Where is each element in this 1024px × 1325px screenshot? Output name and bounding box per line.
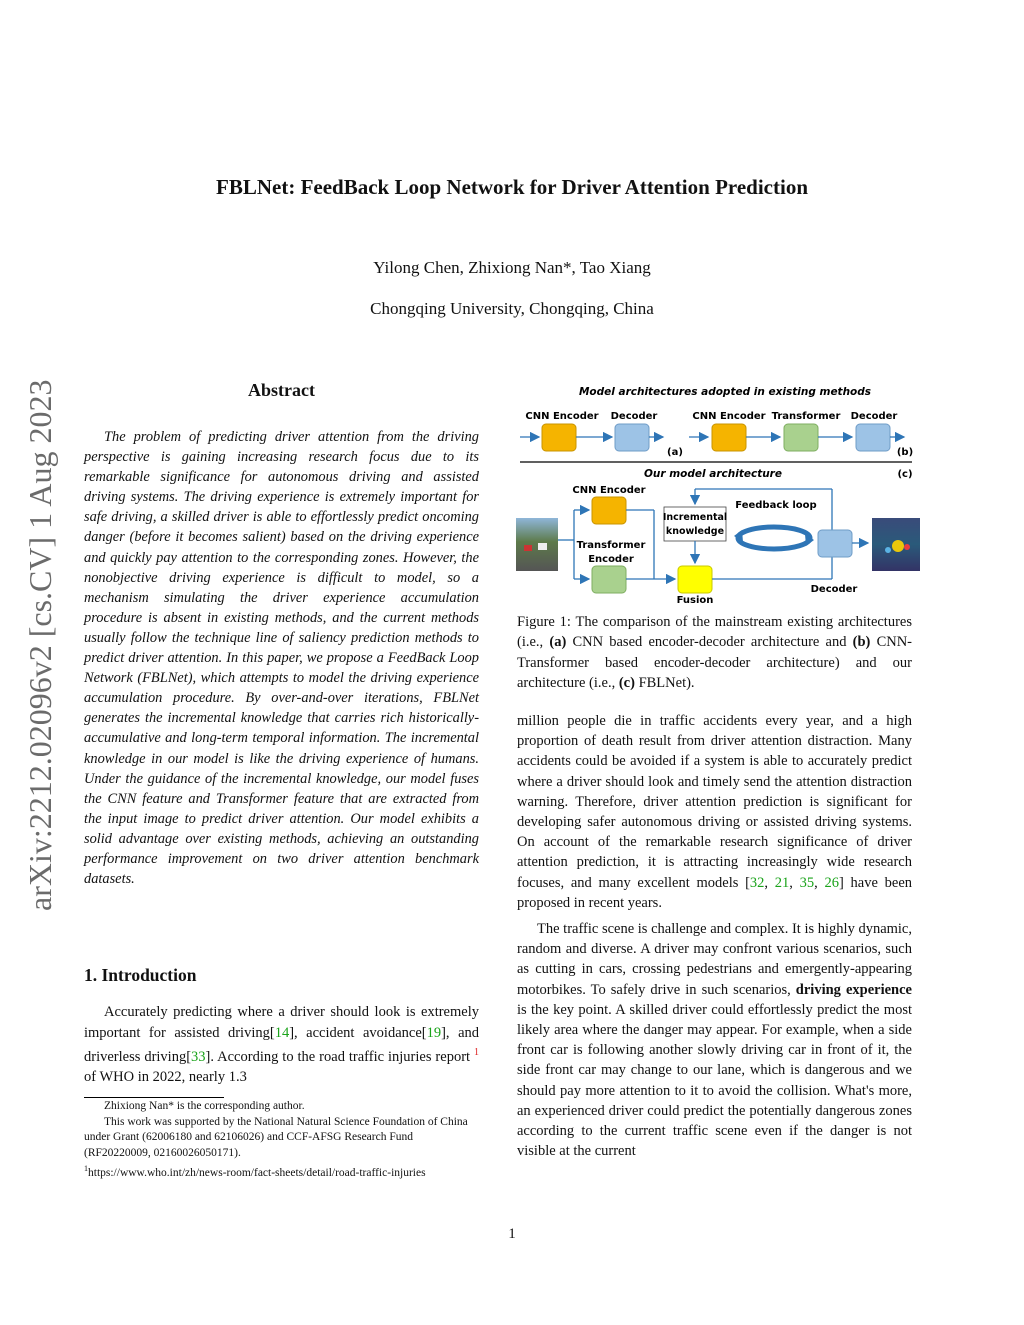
a-cnn-encoder-label: CNN Encoder [525, 411, 599, 422]
incremental-label-line2: knowledge [665, 526, 725, 537]
our-architecture-title: Our model architecture [643, 468, 783, 480]
a-label: (a) [667, 447, 683, 458]
c-cnn-encoder-block [592, 497, 626, 524]
a-cnn-encoder-block [542, 424, 576, 451]
figure-1-architecture-diagram [512, 380, 922, 608]
affiliation: Chongqing University, Chongqing, China [370, 299, 654, 318]
right-paragraph-1: million people die in traffic accidents every year, and a high proportion of death result from driver attention distraction. Many accidents could be avoided if a system is able to accurately predict where a driver should look and timely send the attention distraction warning. Therefore, driver attention prediction is significant for developing safer autonomous driving or assisted driving systems. On account of the remarkable research significance of driver attention prediction, it is attracting increasingly wide research focuses, and many excellent models [32, 21, 35, 26] have been proposed in recent years. [517, 713, 913, 911]
paper-title: FBLNet: FeedBack Loop Network for Driver Attention Prediction [216, 175, 808, 199]
incremental-label-line1: Incremental [662, 512, 728, 523]
attention-hotspot [904, 544, 910, 550]
c-transformer-label-line2: Encoder [588, 554, 634, 565]
c-transformer-label-line1: Transformer [576, 540, 646, 551]
input-image-car [538, 543, 547, 550]
b-transformer-block [784, 424, 818, 451]
arxiv-identifier: arXiv:2212.02096v2 [cs.CV] 1 Aug 2023 [22, 379, 58, 911]
introduction-paragraph: Accurately predicting where a driver should look is extremely important for assisted driving[14], accident avoidance[19], and driverless driving[33]. According to the road traffic injuries report $^1$ of WHO in 2022, nearly 1.3 [84, 1004, 480, 1086]
c-decoder-label: Decoder [810, 584, 858, 595]
b-cnn-encoder-block [712, 424, 746, 451]
c-decoder-block [818, 530, 852, 557]
footnotes [84, 1099, 479, 1181]
b-decoder-block [856, 424, 890, 451]
citation-link[interactable]: 19 [426, 1024, 442, 1041]
a-decoder-label: Decoder [610, 411, 658, 422]
input-image-car [524, 545, 532, 551]
introduction-continued [517, 711, 912, 1161]
c-transformer-block [592, 566, 626, 593]
citation-link[interactable]: 32 [749, 874, 765, 891]
abstract-text: The problem of predicting driver attention from the driving perspective is gaining increasing research focus due to its remarkable significance for autonomous driving and assisted driving systems. The driving experience is extremely important for safe driving, a skilled driver is able to effortlessly predict oncoming danger (before it becomes salient) based on the driving experience and quickly pay attention to the corresponding zones. However, the nonobjective driving experience is difficult to model, so a mechanism simulating the driver experience accumulation procedure is absent in existing methods, and the current methods usually follow the technique line of saliency prediction methods to predict driver attention. In this paper, we propose a FeedBack Loop Network (FBLNet), which attempts to model the driving experience accumulation procedure. By over-and-over iterations, FBLNet generates the incremental knowledge that carries rich historically-accumulative and long-term temporal information. The incremental knowledge in our model is like the driving experience of humans. Under the guidance of the incremental knowledge, our model fuses the CNN feature and Transformer feature that are extracted from the input image to predict driver attention. Our model exhibits a solid advantage over existing methods, achieving an outstanding performance improvement on two driver attention benchmark datasets. [84, 429, 479, 888]
introduction-heading: 1. Introduction [84, 965, 197, 985]
c-cnn-encoder-label: CNN Encoder [572, 485, 646, 496]
b-cnn-encoder-label: CNN Encoder [692, 411, 766, 422]
feedback-loop-icon [738, 527, 810, 549]
c-fusion-block [678, 566, 712, 593]
input-driving-image [516, 518, 558, 571]
attention-hotspot [892, 540, 904, 552]
footnote-link[interactable]: https://www.who.int/zh/news-room/fact-sheets/detail/road-traffic-injuries [88, 1166, 426, 1179]
c-fusion-label: Fusion [676, 595, 714, 606]
b-transformer-label: Transformer [771, 411, 841, 422]
feedback-loop-label: Feedback loop [735, 500, 817, 511]
figure-1-caption: Figure 1: The comparison of the mainstream existing architectures (i.e., (a) CNN based encoder-decoder architecture and (b) CNN- Transformer based encoder-decoder architecture) and our architecture (i.e., (c) FBLNet). [517, 614, 913, 691]
c-label: (c) [897, 469, 913, 480]
author-list: Yilong Chen, Zhixiong Nan*, Tao Xiang [373, 258, 651, 277]
footnote-marker[interactable]: 1 [474, 1047, 479, 1058]
b-label: (b) [896, 447, 914, 458]
right-paragraph-2: The traffic scene is challenge and complex. It is highly dynamic, random and diverse. A driver may confront various scenarios, such as cutting in cars, crossing pedestrians and emergently-appearing motorbikes. To safely drive in such scenarios, driving experience is the key point. A skilled driver could effortlessly predict the most likely area where the danger may appear. For example, when a side front car is following another slowly driving car in front of it, the side front car may change to our lane, which is dangerous and we should pay more attention to it to avoid the collision. What's more, an experienced driver could predict the potentially dangerous zones according to the current traffic scene even if the danger is not visible at the current [517, 921, 912, 1160]
citation-link[interactable]: 35 [799, 874, 815, 891]
page-number: 1 [508, 1226, 516, 1242]
citation-link[interactable]: 14 [274, 1024, 290, 1041]
attention-hotspot [885, 547, 891, 553]
abstract-heading: Abstract [248, 380, 315, 400]
footnote-divider [84, 1097, 224, 1098]
figure-top-title: Model architectures adopted in existing methods [578, 386, 872, 398]
citation-link[interactable]: 33 [191, 1048, 206, 1065]
footnote-url: $^1$https://www.who.int/zh/news-room/fact-sheets/detail/road-traffic-injuries [84, 1164, 426, 1179]
b-decoder-label: Decoder [850, 411, 898, 422]
citation-link[interactable]: 26 [824, 874, 839, 891]
citation-link[interactable]: 21 [774, 874, 790, 891]
footnote-funding: This work was supported by the National Natural Science Foundation of China under Grant (62006180 and 62106026) and CCF-AFSG Research Fund (RF20220009, 02160026050171). [84, 1115, 468, 1159]
footnote-corresponding: Zhixiong Nan* is the corresponding author. [104, 1100, 305, 1112]
a-decoder-block [615, 424, 649, 451]
